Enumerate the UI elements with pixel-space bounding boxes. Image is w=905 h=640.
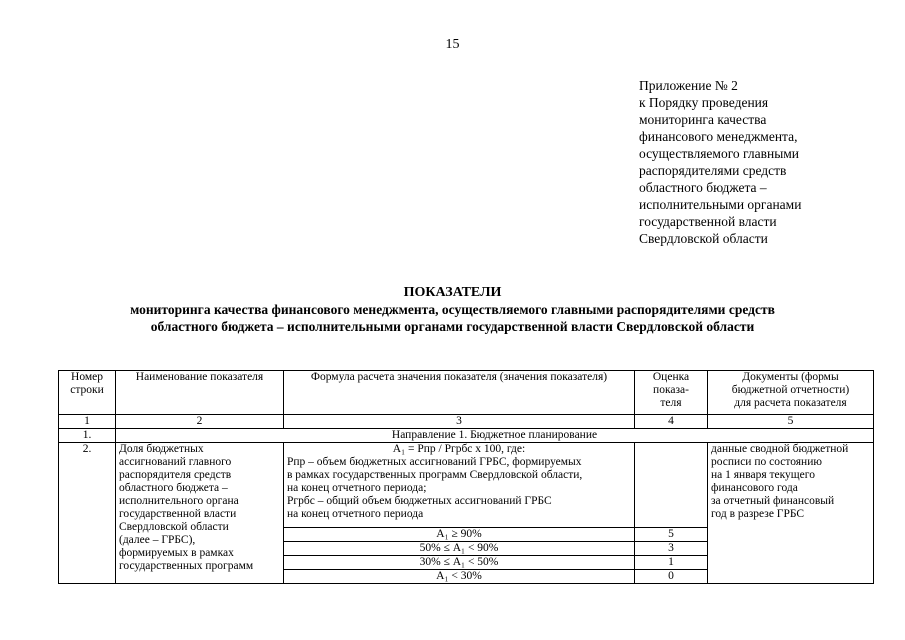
- formula-cell: [284, 443, 635, 528]
- score-condition: А₁ ≥ 90%: [284, 528, 635, 542]
- row-number: 2.: [59, 443, 116, 584]
- appendix-line: исполнительными органами: [639, 197, 802, 212]
- appendix-line: осуществляемого главными: [639, 146, 800, 161]
- header-indicator-name: Наименование показателя: [116, 371, 284, 415]
- header-score: Оценка показа- теля: [635, 371, 708, 415]
- score-condition: 50% ≤ А₁ < 90%: [284, 542, 635, 556]
- column-number: 5: [708, 415, 874, 429]
- appendix-line: областного бюджета –: [639, 180, 767, 195]
- indicators-table: [58, 370, 874, 584]
- appendix-line: мониторинга качества: [639, 112, 767, 127]
- score-condition: 30% ≤ А₁ < 50%: [284, 556, 635, 570]
- appendix-line: государственной власти: [639, 214, 777, 229]
- score-empty-cell: [635, 443, 708, 528]
- appendix-line: финансового менеджмента,: [639, 129, 798, 144]
- formula-description: Рпр – объем бюджетных ассигнований ГРБС, формируемых в рамках государственных программ Свердловской области, на конец отчетного периода; Ргрбс – общий объем бюджетных ассигнований ГРБС на конец отчетного периода: [287, 456, 583, 520]
- section-title: Направление 1. Бюджетное планирование: [116, 429, 874, 443]
- subtitle-line: мониторинга качества финансового менеджмента, осуществляемого главными распорядителями средств: [130, 302, 775, 317]
- appendix-line: к Порядку проведения: [639, 95, 769, 110]
- appendix-line: распорядителями средств: [639, 163, 787, 178]
- documents-cell: данные сводной бюджетной росписи по состоянию на 1 января текущего финансового года за отчетный финансовый год в разрезе ГРБС: [708, 443, 874, 584]
- column-numbers-row: [59, 415, 874, 429]
- score-value: 3: [635, 542, 708, 556]
- appendix-line: Свердловской области: [639, 231, 768, 246]
- column-number: 4: [635, 415, 708, 429]
- document-subtitle: [0, 301, 905, 335]
- table-row: [59, 443, 874, 528]
- formula-main: А₁ = Рпр / Ргрбс x 100, где:: [392, 443, 526, 455]
- appendix-line: Приложение № 2: [639, 78, 738, 93]
- score-value: 5: [635, 528, 708, 542]
- score-value: 1: [635, 556, 708, 570]
- column-number: 2: [116, 415, 284, 429]
- table-header-row: [59, 371, 874, 415]
- header-formula: Формула расчета значения показателя (значения показателя): [284, 371, 635, 415]
- subtitle-line: областного бюджета – исполнительными органами государственной власти Свердловской области: [150, 319, 755, 334]
- indicator-name: Доля бюджетных ассигнований главного распорядителя средств областного бюджета – исполнительного органа государственной власти Свердловской области (далее – ГРБС), формируемых в рамках государственных программ: [116, 443, 284, 584]
- score-value: 0: [635, 570, 708, 584]
- column-number: 3: [284, 415, 635, 429]
- header-row-number: Номер строки: [59, 371, 116, 415]
- column-number: 1: [59, 415, 116, 429]
- header-documents: Документы (формы бюджетной отчетности) для расчета показателя: [708, 371, 874, 415]
- document-title: ПОКАЗАТЕЛИ: [403, 285, 502, 300]
- section-row: [59, 429, 874, 443]
- page-number: 15: [445, 37, 460, 52]
- section-number: 1.: [59, 429, 116, 443]
- score-condition: А₁ < 30%: [284, 570, 635, 584]
- appendix-note: [639, 77, 879, 247]
